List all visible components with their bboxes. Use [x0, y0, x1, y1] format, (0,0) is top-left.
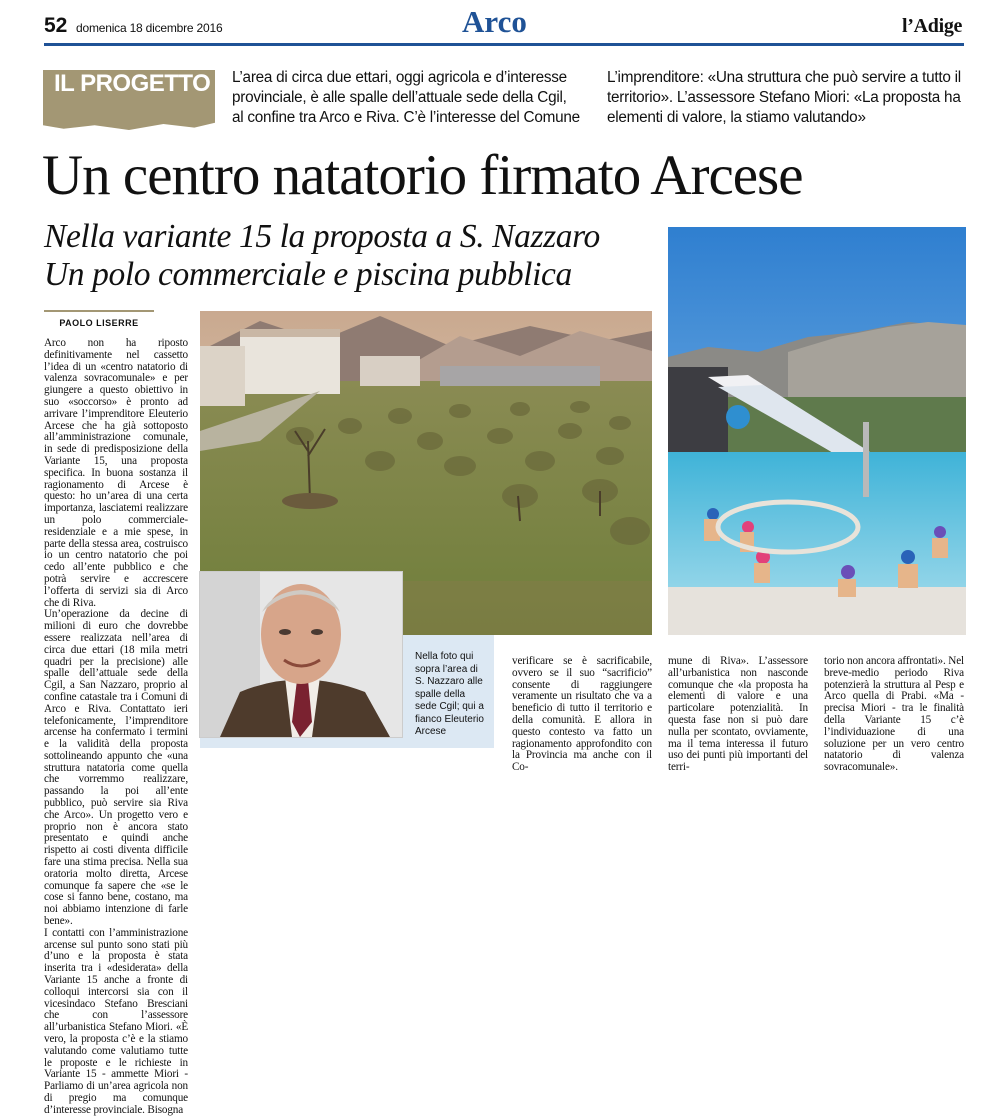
subhead-line-1: Nella variante 15 la proposta a S. Nazzaro	[44, 218, 600, 255]
photo-caption: Nella foto qui sopra l’area di S. Nazzaro alle spalle della sede Cgil; qui a fianco Eleuterio Arcese	[415, 651, 484, 737]
intro-summary-left: L’area di circa due ettari, oggi agricola e d’interesse provinciale, è alle spalle dell’attuale sede della Cgil, al confine tra Arco e Riva. C’è l’interesse del Comune	[232, 69, 580, 126]
portrait-graphic	[200, 572, 402, 737]
byline: PAOLO LISERRE	[59, 318, 139, 328]
article-column-1	[44, 337, 188, 1116]
paragraph: torio non ancora affrontati». Nel breve-medio periodo Riva potenzierà la struttura al Pesp e Arco quella di Prabi. «Ma - precisa Miori - tra le finalità della Variante 15 c’è l’individuazione di una soluzione per un vero centro natatorio di valenza sovracomunale».	[824, 655, 964, 774]
paragraph: mune di Riva». L’assessore all’urbanistica non nasconde comunque che «la proposta ha elementi di valore e una particolare potenzialità. In questa fase non si può dare nulla per scontato, ovviamente, ma il tema interessa il futuro uso dei punti più importanti del terri-	[668, 655, 808, 774]
byline-rule	[44, 310, 154, 312]
subhead-line-2: Un polo commerciale e piscina pubblica	[44, 256, 572, 293]
photo-portrait-eleuterio-arcese	[200, 572, 402, 737]
section-title: Arco	[462, 4, 527, 39]
article-column-4	[824, 656, 964, 774]
issue-date: domenica 18 dicembre 2016	[76, 21, 223, 35]
paragraph: Un’operazione da decine di milioni di euro che dovrebbe essere realizzata nell’area di circa due ettari (18 mila metri quadri per la precisione) alle spalle dell’attuale sede della Cgil, a San Nazzaro, proprio al confine catastale tra i Comuni di Arco e Riva. Contattato ieri telefonicamente, l’imprenditore arcense ha confermato i termini e la validità della proposta sottolineando appunto che «una struttura natatoria come quella che vorremmo realizzare, passando la poi all’ente pubblico, può servire sia Riva che Arco». Un progetto vero e proprio non è ancora stato presentato e quindi anche rispetto ai costi diventa difficile fare una stima precisa. Nella sua oratoria molto diretta, Arcese comunque fa sapere che «se le cose si fanno bene, costano, ma noi abbiamo intenzione di farle bene».	[44, 608, 188, 928]
subheadline	[44, 218, 664, 294]
intro-summary-right: L’imprenditore: «Una struttura che può servire a tutto il territorio». L’assessore Stefano Miori: «La proposta ha elementi di valore, la stiamo valutando»	[607, 69, 961, 126]
paragraph: Arco non ha riposto definitivamente nel cassetto l’idea di un «centro natatorio di valenza sovracomunale» e per giungere a questo obiettivo in suo «soccorso» è pronto ad arrivare l’imprenditore Eleuterio Arcese che ha già sottoposto all’amministrazione comunale, in sede di predisposizione della Variante 15, una proposta specifica. In buona sostanza il ragionamento di Arcese è questo: ho un’area di una certa importanza, lasciatemi realizzare un polo commerciale-residenziale e a mie spese, in parte della stessa area, costruisco io un centro natatorio che poi cedo all’ente pubblico e che potrà servire e accrescere l’offerta di servizi sia di Arco che di Riva.	[44, 337, 188, 609]
paragraph: verificare se è sacrificabile, ovvero se il suo “sacrificio” consente di raggiungere veramente un risultato che va a beneficio di tutto il territorio e della comunità. E allora in questo contesto va fatto un ragionamento approfondito con la Provincia ma anche con il Co-	[512, 655, 652, 774]
kicker-label: IL PROGETTO	[54, 70, 211, 97]
headline: Un centro natatorio firmato Arcese	[42, 144, 803, 207]
article-column-3	[668, 656, 808, 774]
page-number: 52	[44, 14, 68, 37]
newspaper-brand: l’Adige	[902, 15, 963, 37]
pool-photo-graphic	[668, 227, 966, 635]
header-rule	[44, 43, 964, 46]
photo-swimming-pool	[668, 227, 966, 635]
article-column-2	[512, 656, 652, 774]
paragraph: I contatti con l’amministrazione arcense sul punto sono stati più d’uno e la proposta è stata inserita tra i «desiderata» della Variante 15 anche a fronte di colloqui intercorsi sia con il vicesindaco Stefano Bresciani che con l’assessore all’urbanistica Stefano Miori. «È vero, la proposta c’è e la stiamo valutando come valutiamo tutte le proposte e le richieste in Variante 15 - ammette Miori - Parliamo di un’area agricola non di pregio ma comunque d’interesse provinciale. Bisogna	[44, 926, 188, 1116]
